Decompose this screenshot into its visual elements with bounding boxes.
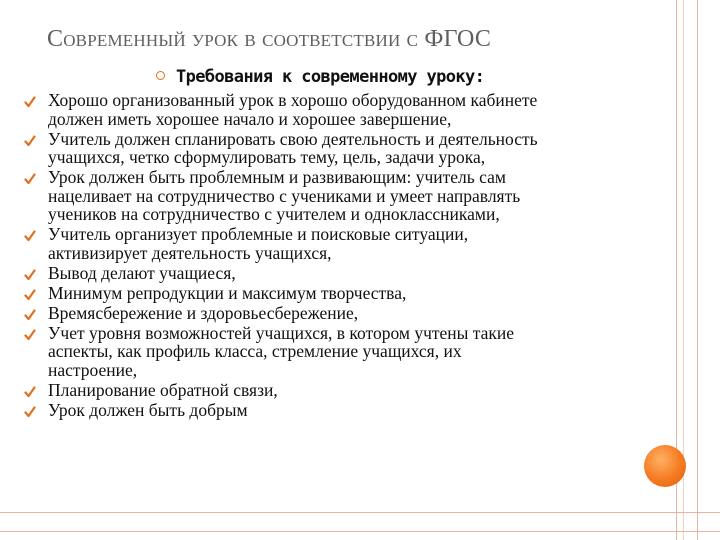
list-item — [24, 264, 674, 283]
list-item — [24, 401, 674, 420]
checkmark-icon — [24, 132, 36, 144]
list-item-text: настроение, — [48, 359, 138, 380]
list-item-text: активизирует деятельность учащихся, — [48, 242, 332, 263]
checkmark-icon — [24, 403, 36, 415]
list-item-text: Учитель должен спланировать свою деятельность и деятельность — [48, 128, 538, 149]
list-item-text: учеников на сотрудничество с учителем и одноклассниками, — [48, 204, 500, 224]
list-item-text: Урок должен быть проблемным и развивающим: учитель сам — [48, 167, 506, 187]
list-item — [24, 284, 674, 303]
list-item — [24, 130, 674, 167]
list-item — [24, 324, 674, 380]
list-item — [24, 381, 674, 400]
list-item-text: аспекты, как профиль класса, стремление учащихся, их — [48, 341, 462, 361]
list-item — [24, 168, 674, 224]
list-item-text: учащихся, четко сформулировать тему, цель, задачи урока, — [48, 147, 486, 167]
circle-bullet-icon — [156, 71, 165, 80]
checkmark-icon — [24, 170, 36, 182]
list-item-text: Урок должен быть добрым — [48, 399, 248, 420]
subtitle: Требования к современному уроку: — [176, 67, 485, 87]
list-item — [24, 91, 674, 128]
checkmark-icon — [24, 383, 36, 395]
list-item-text: Учитель организует проблемные и поисковые ситуации, — [48, 224, 469, 244]
checkmark-icon — [24, 326, 36, 338]
list-item-text: нацеливает на сотрудничество с учениками и умеет направлять — [48, 185, 521, 206]
checkmark-icon — [24, 286, 36, 298]
checkmark-icon — [24, 306, 36, 318]
decorative-frame-bottom — [0, 512, 720, 532]
orange-circle-decoration — [644, 445, 686, 487]
list-item-text: Времясбережение и здоровьесбережение, — [48, 302, 359, 323]
checkmark-icon — [24, 266, 36, 278]
page-title: Современный урок в соответствии с ФГОС — [47, 26, 492, 52]
list-item — [24, 225, 674, 262]
requirements-list — [24, 91, 674, 421]
checkmark-icon — [24, 227, 36, 239]
checkmark-icon — [24, 93, 36, 105]
list-item-text: Хорошо организованный урок в хорошо оборудованном кабинете — [48, 90, 538, 110]
list-item-text: Минимум репродукции и максимум творчества, — [48, 282, 407, 303]
list-item-text: должен иметь хорошее начало и хорошее завершение, — [48, 108, 452, 129]
list-item-text: Вывод делают учащиеся, — [48, 262, 236, 283]
list-item-text: Планирование обратной связи, — [48, 379, 278, 400]
list-item — [24, 304, 674, 323]
list-item-text: Учет уровня возможностей учащихся, в котором учтены такие — [48, 322, 515, 343]
